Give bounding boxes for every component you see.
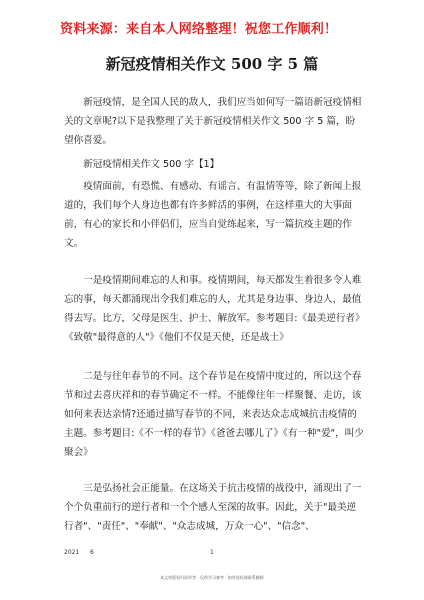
essay-body-2	[64, 271, 364, 347]
intro-text: 新冠疫情，是全国人民的敌人，我们应当如何写一篇语新冠疫情相关的文章呢?以下是我整理了关于新冠疫情相关作文 500 字 5 篇，盼望你喜爱。	[64, 97, 362, 146]
essay-body	[64, 177, 364, 253]
footer-note: 本文档版权归原作者 · 仅供学习参考 · 如有侵权请联系删除	[160, 575, 264, 580]
essay-body-3	[64, 367, 364, 462]
section-heading: 新冠疫情相关作文 500 字【1】	[83, 159, 220, 170]
source-banner: 资料来源：来自本人网络整理！祝您工作顺利！	[60, 22, 338, 37]
essay-paragraph-1: 疫情面前，有恐慌、有感动、有谣言、有温情等等，除了新闻上报道的，我们每个人身边也都有许多鲜活的事例，在这样重大的大事面前，有心的家长和小伴侣们，应当自觉练起来，写一篇抗疫主题的作文。	[64, 181, 362, 249]
page-number: 1	[210, 549, 214, 556]
essay-body-4	[64, 479, 364, 536]
intro-paragraph	[64, 93, 364, 150]
essay-paragraph-4: 三是弘扬社会正能量。在这场关于抗击疫情的战役中，涌现出了一个个负重前行的逆行者和一个个感人至深的故事。因此，关于"最美逆行者"、"责任"、"奉献"、"众志成城，万众一心"、"信念"、	[64, 483, 362, 532]
essay-paragraph-2: 一是疫情期间难忘的人和事。疫情期间，每天都发生着很多令人难忘的事，每天都涌现出令我们难忘的人，尤其是身边事、身边人，最值得去写。比方，父母是医生、护士、解放军。参考题目:《最美逆行者》《致敬"最得意的人"》《他们不仅是天使，还是战士》	[64, 275, 362, 343]
essay-paragraph-3: 二是与往年春节的不同。这个春节是在疫情中度过的，所以这个春节和过去喜庆祥和的春节确定不一样。不能像往年一样聚餐、走访，该如何来表达亲情?还通过描写春节的不同，来表达众志成城抗击疫情的主题。参考题目:《不一样的春节》《爸爸去哪儿了》《有一种"爱"，叫少聚会》	[64, 371, 364, 458]
footer-year: 2021	[64, 549, 80, 556]
document-title: 新冠疫情相关作文 500 字 5 篇	[105, 55, 319, 73]
footer-month: 6	[90, 549, 94, 556]
